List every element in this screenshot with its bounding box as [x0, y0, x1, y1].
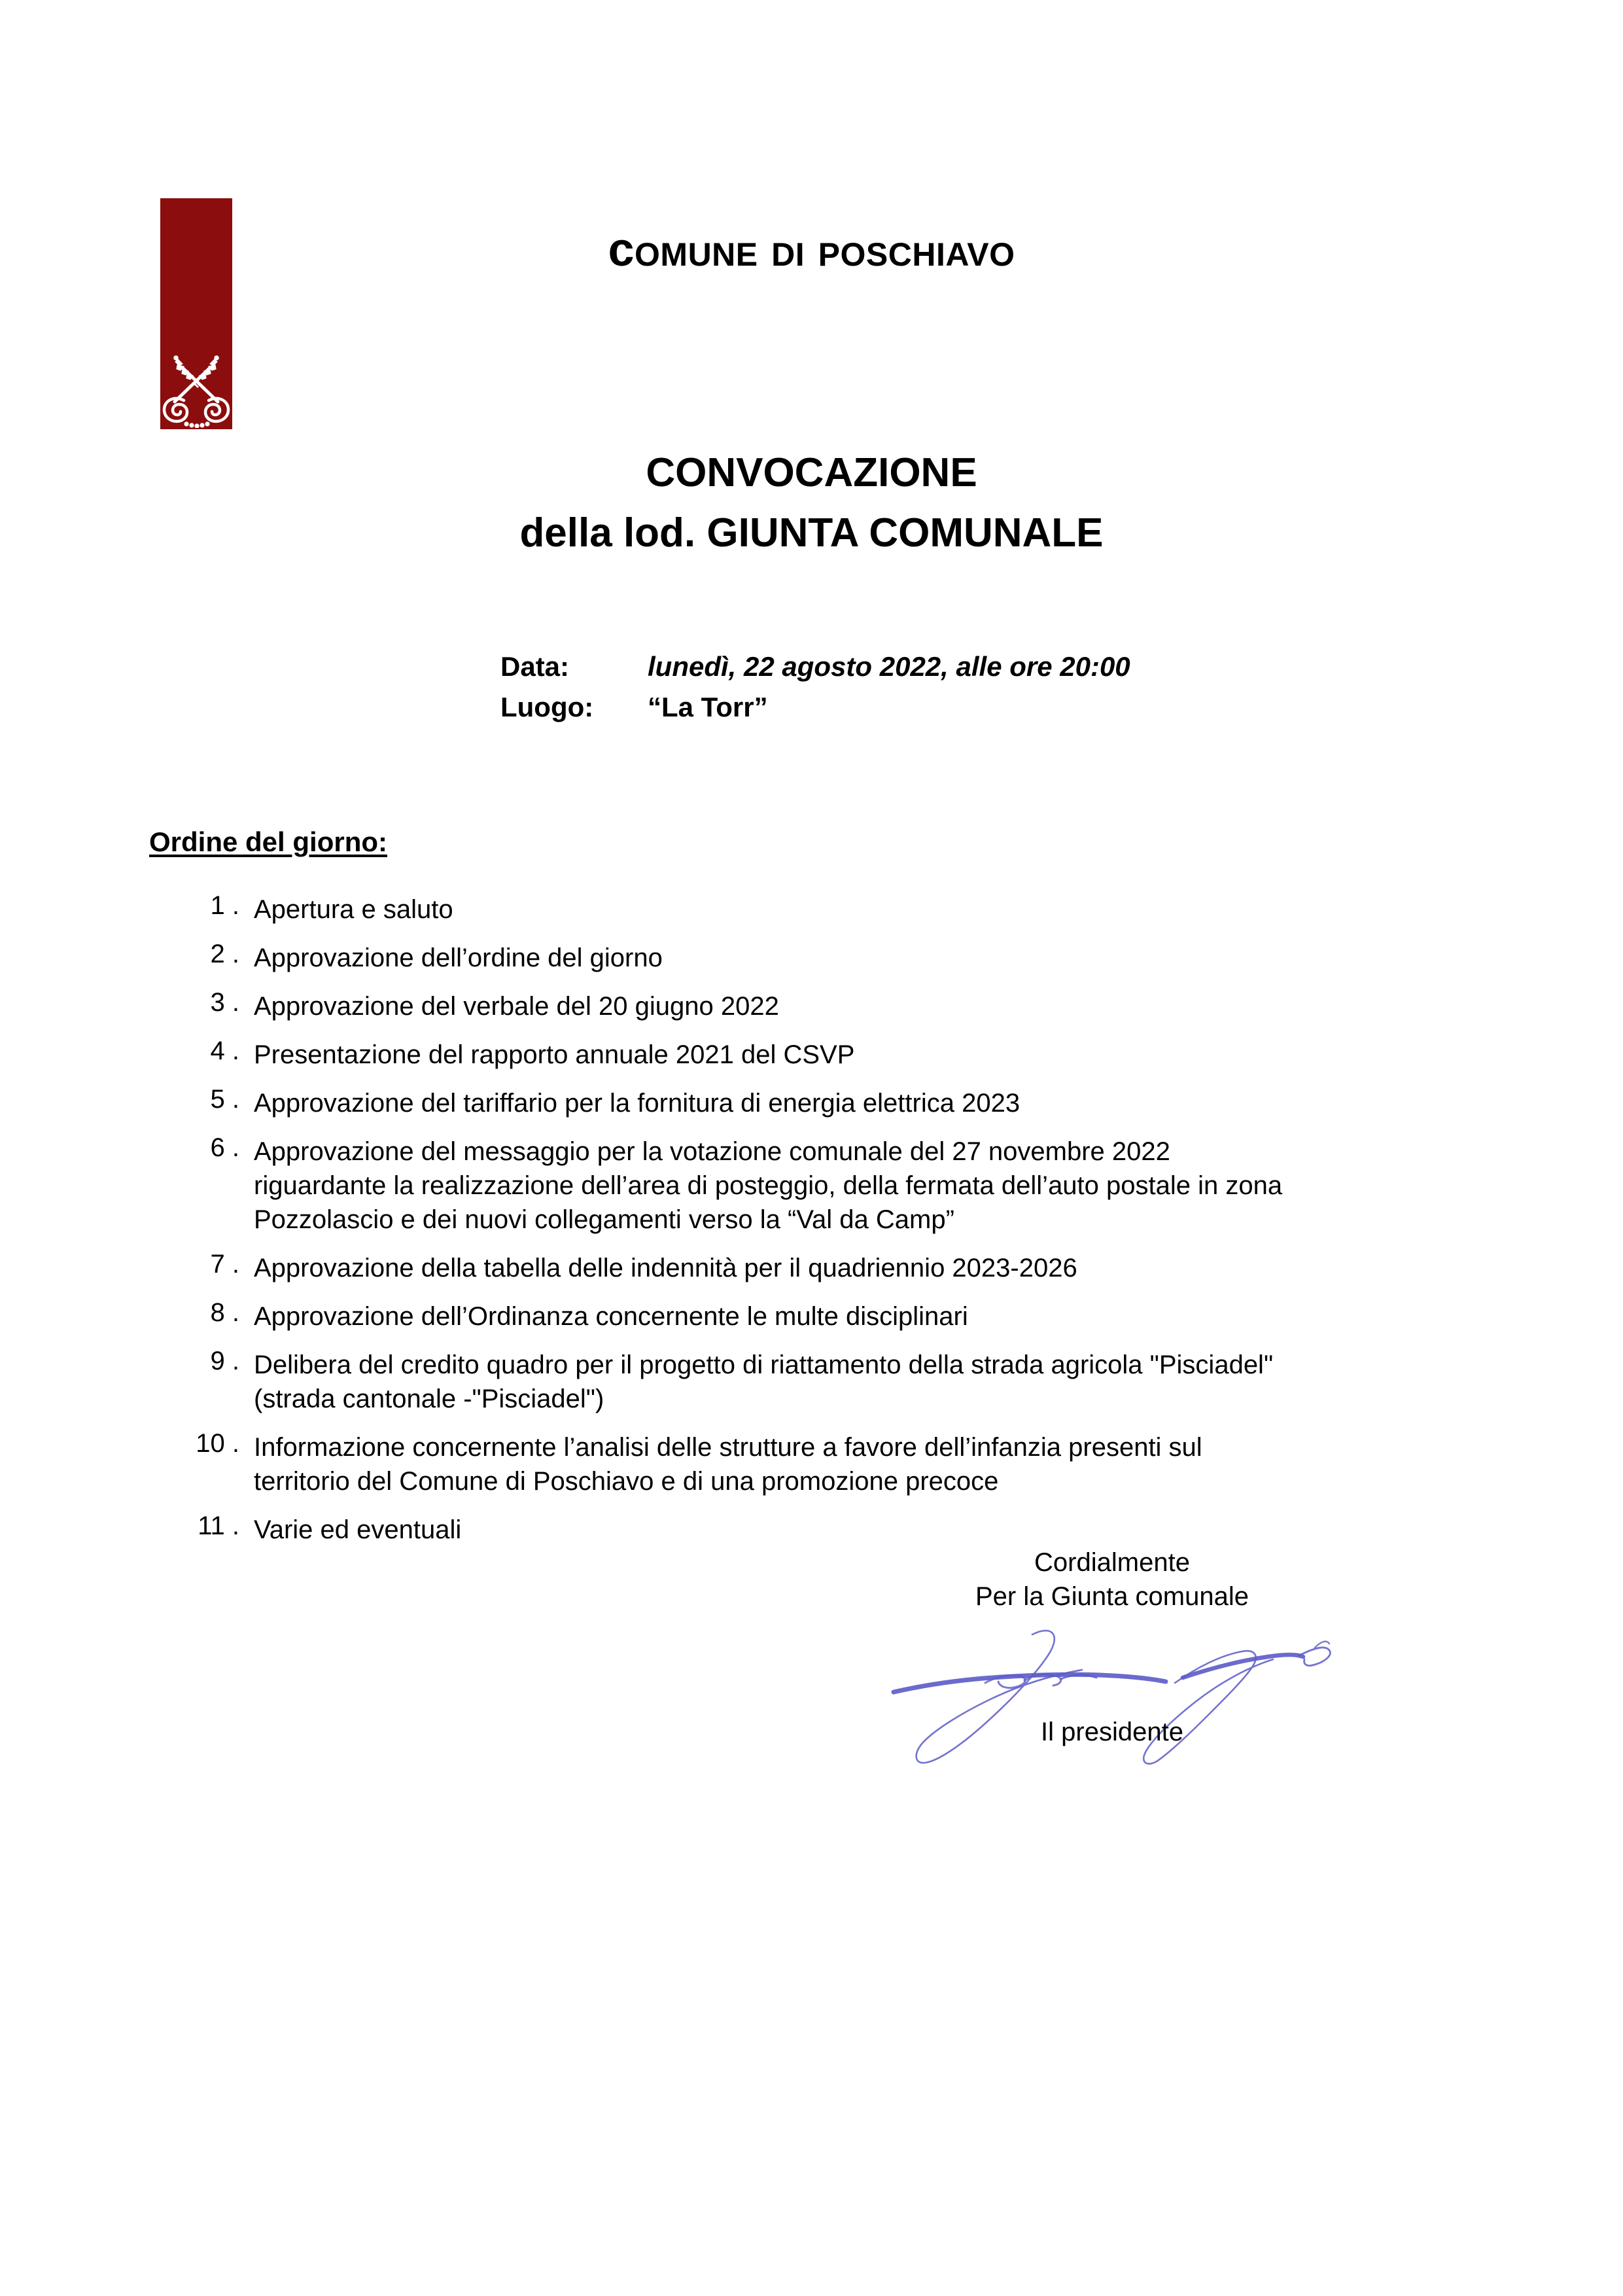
agenda-item-text: Delibera del credito quadro per il progetto di riattamento della strada agricola "Pisciadel" (strada cantonale -"Pisciadel"): [254, 1351, 1274, 1413]
agenda-list: [149, 892, 1457, 1561]
agenda-item-text: Apertura e saluto: [254, 895, 453, 924]
closing-block: [870, 1545, 1354, 1614]
meeting-place-row: [500, 687, 1130, 728]
place-label: Luogo:: [500, 692, 594, 723]
agenda-item: [149, 1348, 1457, 1416]
agenda-item-number: 4 .: [210, 1036, 239, 1065]
agenda-item-text: Approvazione del tariffario per la fornitura di energia elettrica 2023: [254, 1089, 1021, 1118]
document-title: CONVOCAZIONE: [646, 450, 977, 495]
agenda-item-number: 6 .: [210, 1133, 239, 1162]
agenda-item: [149, 989, 1457, 1023]
agenda-item-text: Varie ed eventuali: [254, 1515, 462, 1544]
agenda-heading: Ordine del giorno:: [149, 826, 387, 857]
place-value: “La Torr”: [648, 692, 768, 723]
agenda-item-number: 9 .: [210, 1347, 239, 1375]
agenda-item-text: Approvazione del messaggio per la votazione comunale del 27 novembre 2022 riguardante la realizzazione dell’area di posteggio, della fermata dell’auto postale in zona Pozzolascio e dei nuovi collegamenti verso la “Val da Camp”: [254, 1137, 1283, 1234]
meeting-date-row: [500, 646, 1130, 687]
signatory-role: Il presidente: [1041, 1718, 1183, 1746]
agenda-item: [149, 1430, 1457, 1498]
organization-title: comune di poschiavo: [608, 224, 1015, 276]
agenda-item-text: Presentazione del rapporto annuale 2021 del CSVP: [254, 1040, 855, 1069]
agenda-item: [149, 1086, 1457, 1120]
document-subtitle: della lod. GIUNTA COMUNALE: [519, 510, 1104, 556]
agenda-item-number: 7 .: [210, 1250, 239, 1279]
agenda-item-text: Informazione concernente l’analisi delle strutture a favore dell’infanzia presenti sul territorio del Comune di Poschiavo e di una promozione precoce: [254, 1433, 1202, 1496]
agenda-item: [149, 892, 1457, 927]
agenda-item: [149, 1038, 1457, 1072]
agenda-item: [149, 1251, 1457, 1285]
closing-body: Per la Giunta comunale: [975, 1582, 1249, 1611]
agenda-item-number: 1 .: [210, 891, 239, 920]
crossed-keys-icon: [160, 344, 232, 428]
agenda-item-number: 5 .: [210, 1085, 239, 1114]
closing-greeting: Cordialmente: [1034, 1548, 1190, 1577]
agenda-item-number: 10 .: [196, 1429, 239, 1458]
agenda-item-number: 8 .: [210, 1298, 239, 1327]
agenda-item-text: Approvazione dell’Ordinanza concernente le multe disciplinari: [254, 1302, 968, 1331]
agenda-item-text: Approvazione della tabella delle indennità per il quadriennio 2023-2026: [254, 1254, 1077, 1282]
agenda-item: [149, 941, 1457, 975]
agenda-item-text: Approvazione dell’ordine del giorno: [254, 944, 663, 972]
agenda-item: [149, 1513, 1457, 1547]
agenda-item: [149, 1299, 1457, 1333]
date-label: Data:: [500, 651, 570, 682]
agenda-item-text: Approvazione del verbale del 20 giugno 2022: [254, 992, 779, 1021]
date-value: lunedì, 22 agosto 2022, alle ore 20:00: [648, 651, 1130, 682]
meeting-details: [500, 646, 1130, 728]
agenda-item-number: 2 .: [210, 940, 239, 968]
agenda-item-number: 11 .: [198, 1511, 239, 1540]
agenda-item-number: 3 .: [210, 988, 239, 1017]
agenda-item: [149, 1135, 1457, 1237]
